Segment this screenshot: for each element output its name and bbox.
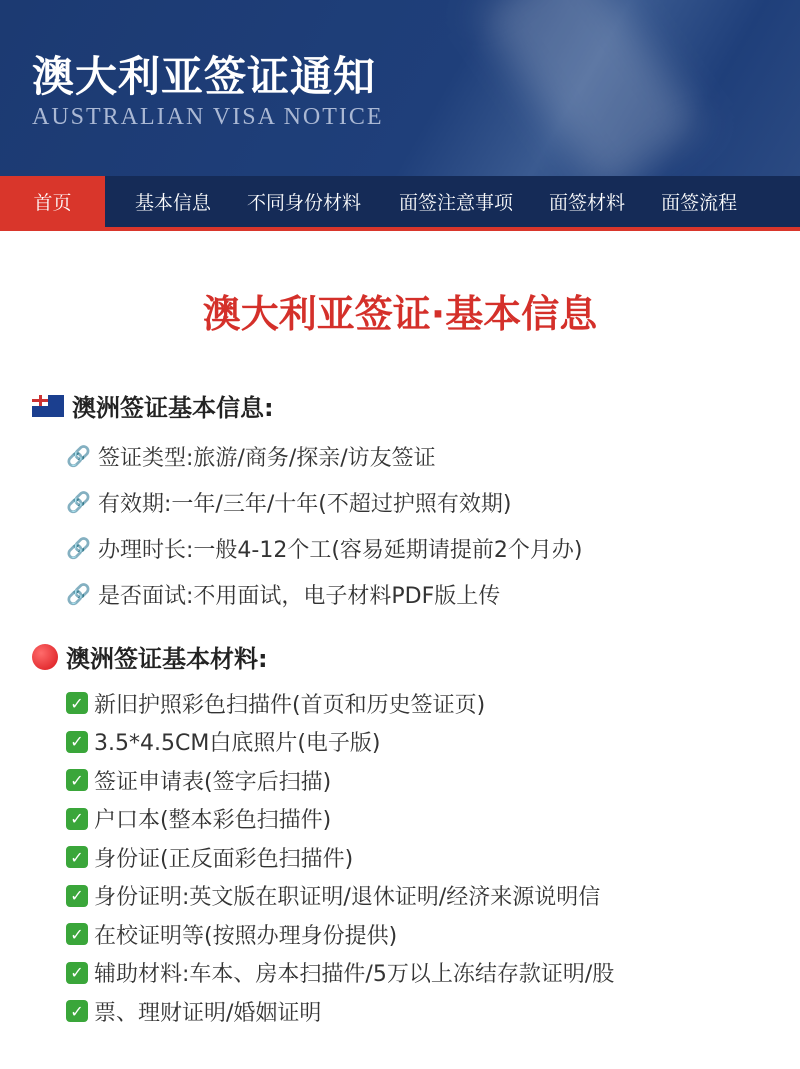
link-icon: 🔗 xyxy=(66,490,91,514)
red-circle-icon xyxy=(32,644,58,670)
material-item xyxy=(66,761,800,800)
check-mark-icon: ✓ xyxy=(66,692,88,714)
material-item-text: 票、理财证明/婚姻证明 xyxy=(94,1000,322,1026)
section-heading-text: 澳洲签证基本材料: xyxy=(66,645,268,673)
nav-interview-materials[interactable]: 面签材料 xyxy=(549,192,626,214)
material-item xyxy=(66,800,800,839)
material-item-text: 新旧护照彩色扫描件(首页和历史签证页) xyxy=(94,692,486,718)
material-item-text: 身份证(正反面彩色扫描件) xyxy=(94,846,354,872)
info-item-text: 有效期:一年/三年/十年(不超过护照有效期) xyxy=(98,491,512,517)
material-item-text: 身份证明:英文版在职证明/退休证明/经济来源说明信 xyxy=(94,885,601,911)
link-icon: 🔗 xyxy=(66,582,91,606)
material-item-text: 户口本(整本彩色扫描件) xyxy=(94,808,332,834)
info-item-text: 签证类型:旅游/商务/探亲/访友签证 xyxy=(98,445,436,471)
info-item-text: 是否面试:不用面试，电子材料PDF版上传 xyxy=(98,583,501,609)
header-subtitle: AUSTRALIAN VISA NOTICE xyxy=(32,104,384,130)
nav-identity-materials[interactable]: 不同身份材料 xyxy=(247,192,362,214)
info-item xyxy=(66,479,800,525)
section-materials-heading xyxy=(32,639,800,674)
check-mark-icon: ✓ xyxy=(66,769,88,791)
nav-basic-info[interactable]: 基本信息 xyxy=(135,192,212,214)
check-mark-icon: ✓ xyxy=(66,846,88,868)
material-item xyxy=(66,838,800,877)
check-mark-icon: ✓ xyxy=(66,923,88,945)
nav-interview-process[interactable]: 面签流程 xyxy=(661,192,738,214)
check-mark-icon: ✓ xyxy=(66,808,88,830)
material-item xyxy=(66,992,800,1031)
link-icon: 🔗 xyxy=(66,536,91,560)
material-item xyxy=(66,877,800,916)
material-item-text: 在校证明等(按照办理身份提供) xyxy=(94,923,398,949)
nav-interview-notes[interactable]: 面签注意事项 xyxy=(399,192,514,214)
material-item-text: 3.5*4.5CM白底照片(电子版) xyxy=(94,731,381,757)
check-mark-icon: ✓ xyxy=(66,885,88,907)
info-item xyxy=(66,525,800,571)
nav-home[interactable]: 首页 xyxy=(0,176,105,227)
info-item-text: 办理时长:一般4-12个工(容易延期请提前2个月办) xyxy=(98,537,583,563)
section-heading-text: 澳洲签证基本信息: xyxy=(72,394,274,422)
header-title: 澳大利亚签证通知 xyxy=(32,52,377,101)
link-icon: 🔗 xyxy=(66,444,91,468)
check-mark-icon: ✓ xyxy=(66,731,88,753)
material-item-text: 签证申请表(签字后扫描) xyxy=(94,769,332,795)
page-title: 澳大利亚签证·基本信息 xyxy=(202,292,598,336)
section-basic-info-heading xyxy=(32,388,800,423)
material-item xyxy=(66,915,800,954)
banner-glow xyxy=(478,0,702,176)
header-banner xyxy=(0,0,800,176)
info-item xyxy=(66,571,800,617)
check-mark-icon: ✓ xyxy=(66,1000,88,1022)
nav-bar xyxy=(0,176,800,231)
check-mark-icon: ✓ xyxy=(66,962,88,984)
material-item xyxy=(66,954,800,993)
australia-flag-icon xyxy=(32,395,64,417)
material-item-text: 辅助材料:车本、房本扫描件/5万以上冻结存款证明/股 xyxy=(94,962,615,988)
info-item xyxy=(66,433,800,479)
material-item xyxy=(66,723,800,762)
material-item xyxy=(66,684,800,723)
